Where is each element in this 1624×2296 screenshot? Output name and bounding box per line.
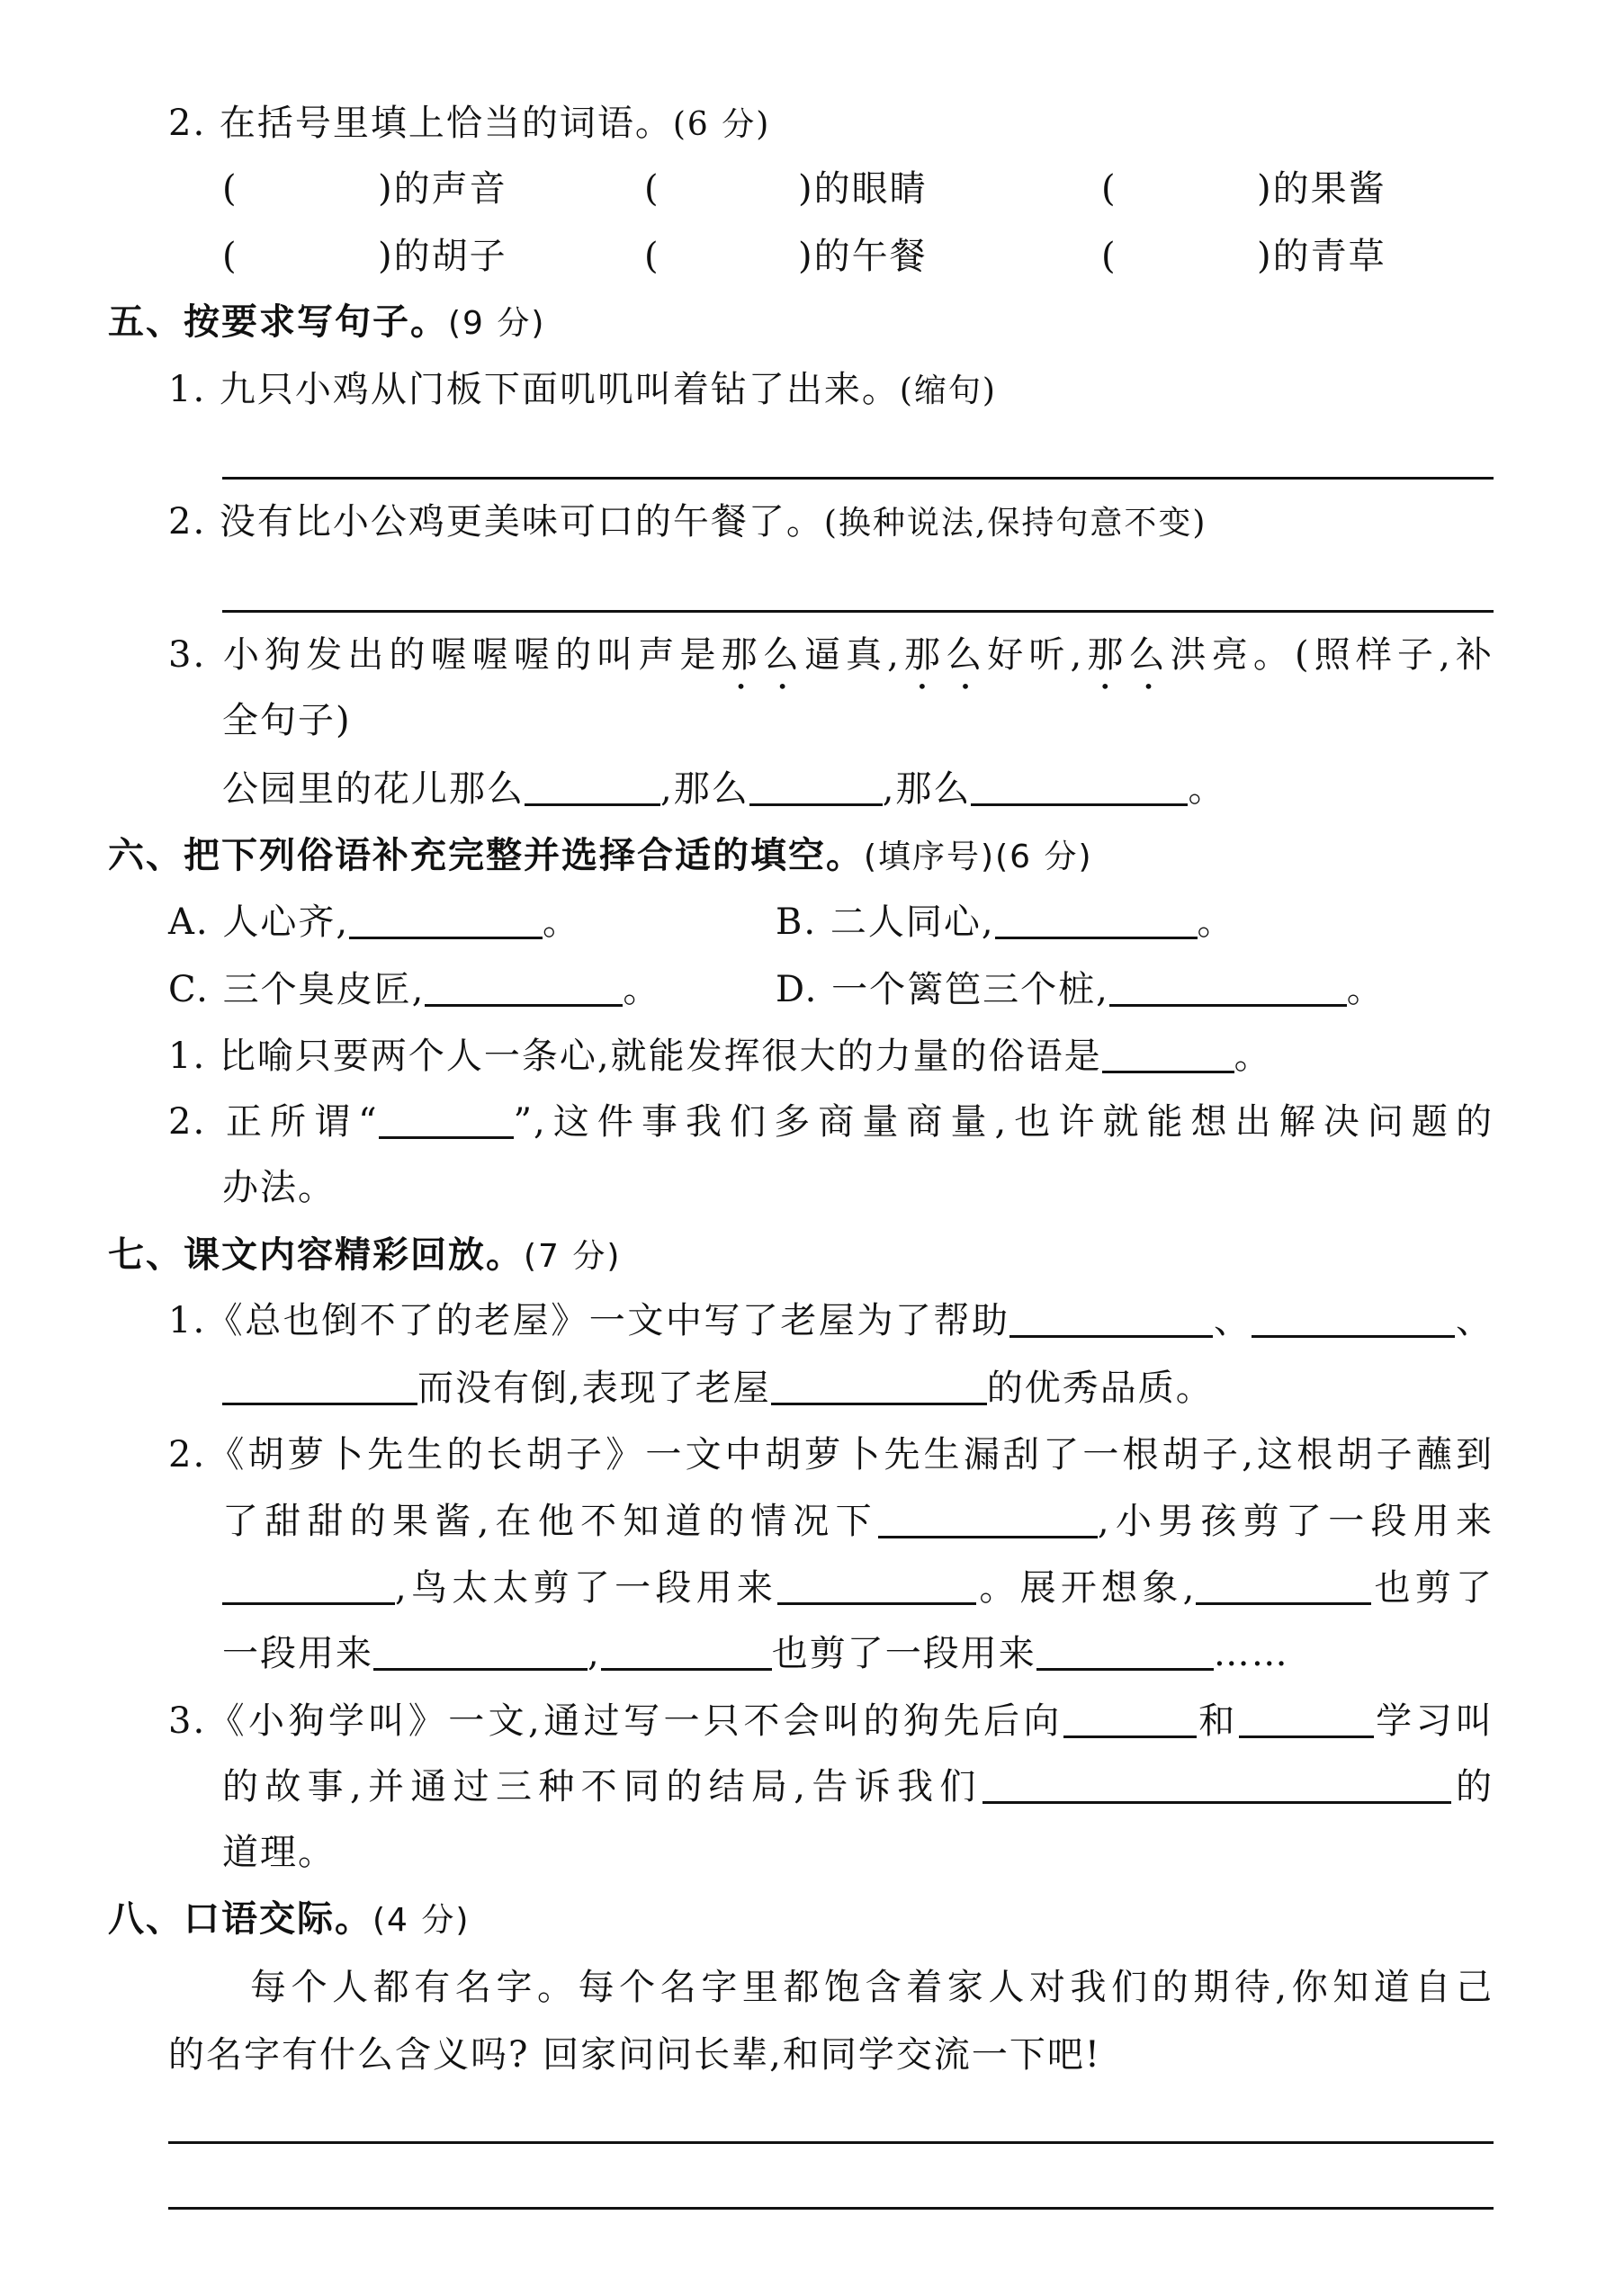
bracket-blank[interactable]: )的果酱 [1257,168,1386,210]
question-text: 2. 没有比小公鸡更美味可口的午餐了。 [168,501,824,543]
text: ,那么 [882,768,972,810]
emphasis-text: 那么 [900,634,988,676]
text: 而没有倒,表现了老屋 [417,1368,771,1409]
answer-line[interactable] [168,2141,1494,2144]
section-title [108,300,545,346]
text: 也剪了一段用来 [771,1633,1036,1674]
bracket-open: ( [222,168,238,210]
text: 3.《小狗学叫》一文,通过写一只不会叫的狗先后向 [168,1700,1063,1742]
question [168,499,1207,546]
bracket-open: ( [222,236,238,277]
text: ”,这件事我们多商量商量,也许就能想出解决问题的 [513,1101,1494,1143]
question [168,1034,1272,1079]
question-text: 1. 九只小鸡从门板下面叽叽叫着钻了出来。 [168,369,900,410]
score: (6 分) [995,839,1093,875]
question [168,632,1494,697]
bracket-blank[interactable]: )的声音 [378,168,507,210]
hint: (换种说法,保持句意不变) [823,505,1207,542]
question-text: 办法。 [222,1167,336,1208]
hint: (缩句) [899,372,997,409]
section-text: 五、按要求写句子。 [108,301,448,343]
bracket-blank[interactable]: )的眼睛 [798,168,928,210]
text: , [588,1633,601,1674]
question-line [222,1565,1494,1610]
score: (9 分) [448,305,546,342]
blank[interactable] [222,1367,417,1405]
text: B. 二人同心, [776,901,995,943]
option-d [776,967,1385,1012]
blank[interactable] [1102,1035,1234,1073]
question-line [222,1764,1494,1809]
emphasis-text: 那么 [721,634,804,676]
text: ,小男孩剪了一段用来 [1097,1501,1494,1542]
text: 3. 小狗发出的喔喔喔的叫声是 [168,634,722,676]
bracket-blank[interactable]: )的青草 [1257,236,1386,277]
answer-line[interactable] [168,2207,1494,2210]
blank[interactable] [1239,1700,1374,1738]
blank[interactable] [1036,1632,1214,1671]
text: 洪亮。(照样子,补 [1170,634,1494,676]
text: 好听, [987,634,1084,676]
text: 公园里的花儿那么 [222,768,525,810]
question-line [222,1366,1214,1411]
text: 和 [1196,1700,1239,1742]
text: 一段用来 [222,1633,373,1674]
text: …… [1213,1633,1289,1674]
question [168,1099,1494,1144]
bracket-blank[interactable]: )的午餐 [798,236,928,277]
blank[interactable] [601,1632,772,1671]
score: (6 分) [672,106,771,143]
blank[interactable] [878,1500,1098,1538]
blank[interactable] [971,767,1188,806]
bracket-open: ( [1101,236,1117,277]
score: (7 分) [524,1238,622,1275]
blank[interactable] [1196,1566,1371,1605]
answer-line[interactable] [222,477,1494,480]
blank[interactable] [777,1566,976,1605]
blank[interactable] [425,968,623,1007]
text: 的故事,并通过三种不同的结局,告诉我们 [222,1766,982,1807]
blank[interactable] [995,901,1198,939]
question-line [222,1499,1494,1544]
bracket-open: ( [644,168,660,210]
text: ,那么 [660,768,749,810]
text: 2. 正所谓“ [168,1101,379,1143]
text: 。 [1197,901,1235,943]
text: 。 [1346,969,1385,1010]
score: (4 分) [372,1902,471,1939]
blank[interactable] [1009,1299,1213,1338]
text: D. 一个篱笆三个桩, [776,969,1109,1010]
text: 。展开想象, [976,1567,1197,1609]
text: 也剪了 [1371,1567,1494,1609]
text: 1.《总也倒不了的老屋》一文中写了老屋为了帮助 [168,1300,1010,1341]
text: 1. 比喻只要两个人一条心,就能发挥很大的力量的俗语是 [168,1036,1102,1077]
text: 。 [543,901,581,943]
paragraph-line: 每个人都有名字。每个名字里都饱含着家人对我们的期待,你知道自己 [250,1967,1494,2008]
question [168,367,997,414]
question-text: 全句子) [222,700,352,741]
text: 的 [1450,1766,1494,1807]
question-title [168,101,770,148]
section-title [108,1233,621,1279]
question-text: 道理。 [222,1832,336,1873]
text: 、 [1213,1300,1252,1341]
bracket-open: ( [644,236,660,277]
emphasis-text: 那么 [1083,634,1171,676]
paragraph-line: 的名字有什么含义吗? 回家问问长辈,和同学交流一下吧! [168,2034,1101,2076]
text: 的优秀品质。 [986,1368,1214,1409]
blank[interactable] [349,901,543,939]
section-title [108,833,1093,880]
blank[interactable] [982,1765,1451,1804]
answer-line[interactable] [222,610,1494,613]
blank[interactable] [771,1367,987,1405]
blank[interactable] [1063,1700,1197,1738]
section-text: 八、口语交际。 [108,1898,372,1940]
text: 。 [1188,768,1226,810]
text: 。 [623,969,661,1010]
text: 学习叫 [1373,1700,1494,1742]
text: C. 三个臭皮匠, [168,969,426,1010]
blank[interactable] [1252,1299,1455,1338]
hint: (填序号) [864,839,996,875]
section-title [108,1897,470,1943]
fill-sentence [222,767,1225,812]
option-b [776,900,1235,945]
blank[interactable] [379,1100,514,1139]
text: 逼真, [803,634,901,676]
text: 了甜甜的果酱,在他不知道的情况下 [222,1501,878,1542]
text: 。 [1234,1036,1272,1077]
question [168,1298,1494,1343]
text: ,鸟太太剪了一段用来 [395,1567,778,1609]
option-a [168,900,580,945]
option-c [168,967,660,1012]
bracket-open: ( [1101,168,1117,210]
blank[interactable] [525,767,660,806]
blank[interactable] [749,767,883,806]
text: 、 [1455,1300,1494,1341]
question-text: 2. 在括号里填上恰当的词语。 [168,103,673,144]
question [168,1699,1494,1744]
section-text: 六、把下列俗语补充完整并选择合适的填空。 [108,835,864,876]
blank[interactable] [222,1566,395,1605]
section-text: 七、课文内容精彩回放。 [108,1234,524,1276]
text: A. 人心齐, [168,901,350,943]
question-text: 2.《胡萝卜先生的长胡子》一文中胡萝卜先生漏刮了一根胡子,这根胡子蘸到 [168,1434,1494,1475]
blank[interactable] [373,1632,588,1671]
bracket-blank[interactable]: )的胡子 [378,236,507,277]
question-line [222,1631,1289,1676]
blank[interactable] [1109,968,1347,1007]
